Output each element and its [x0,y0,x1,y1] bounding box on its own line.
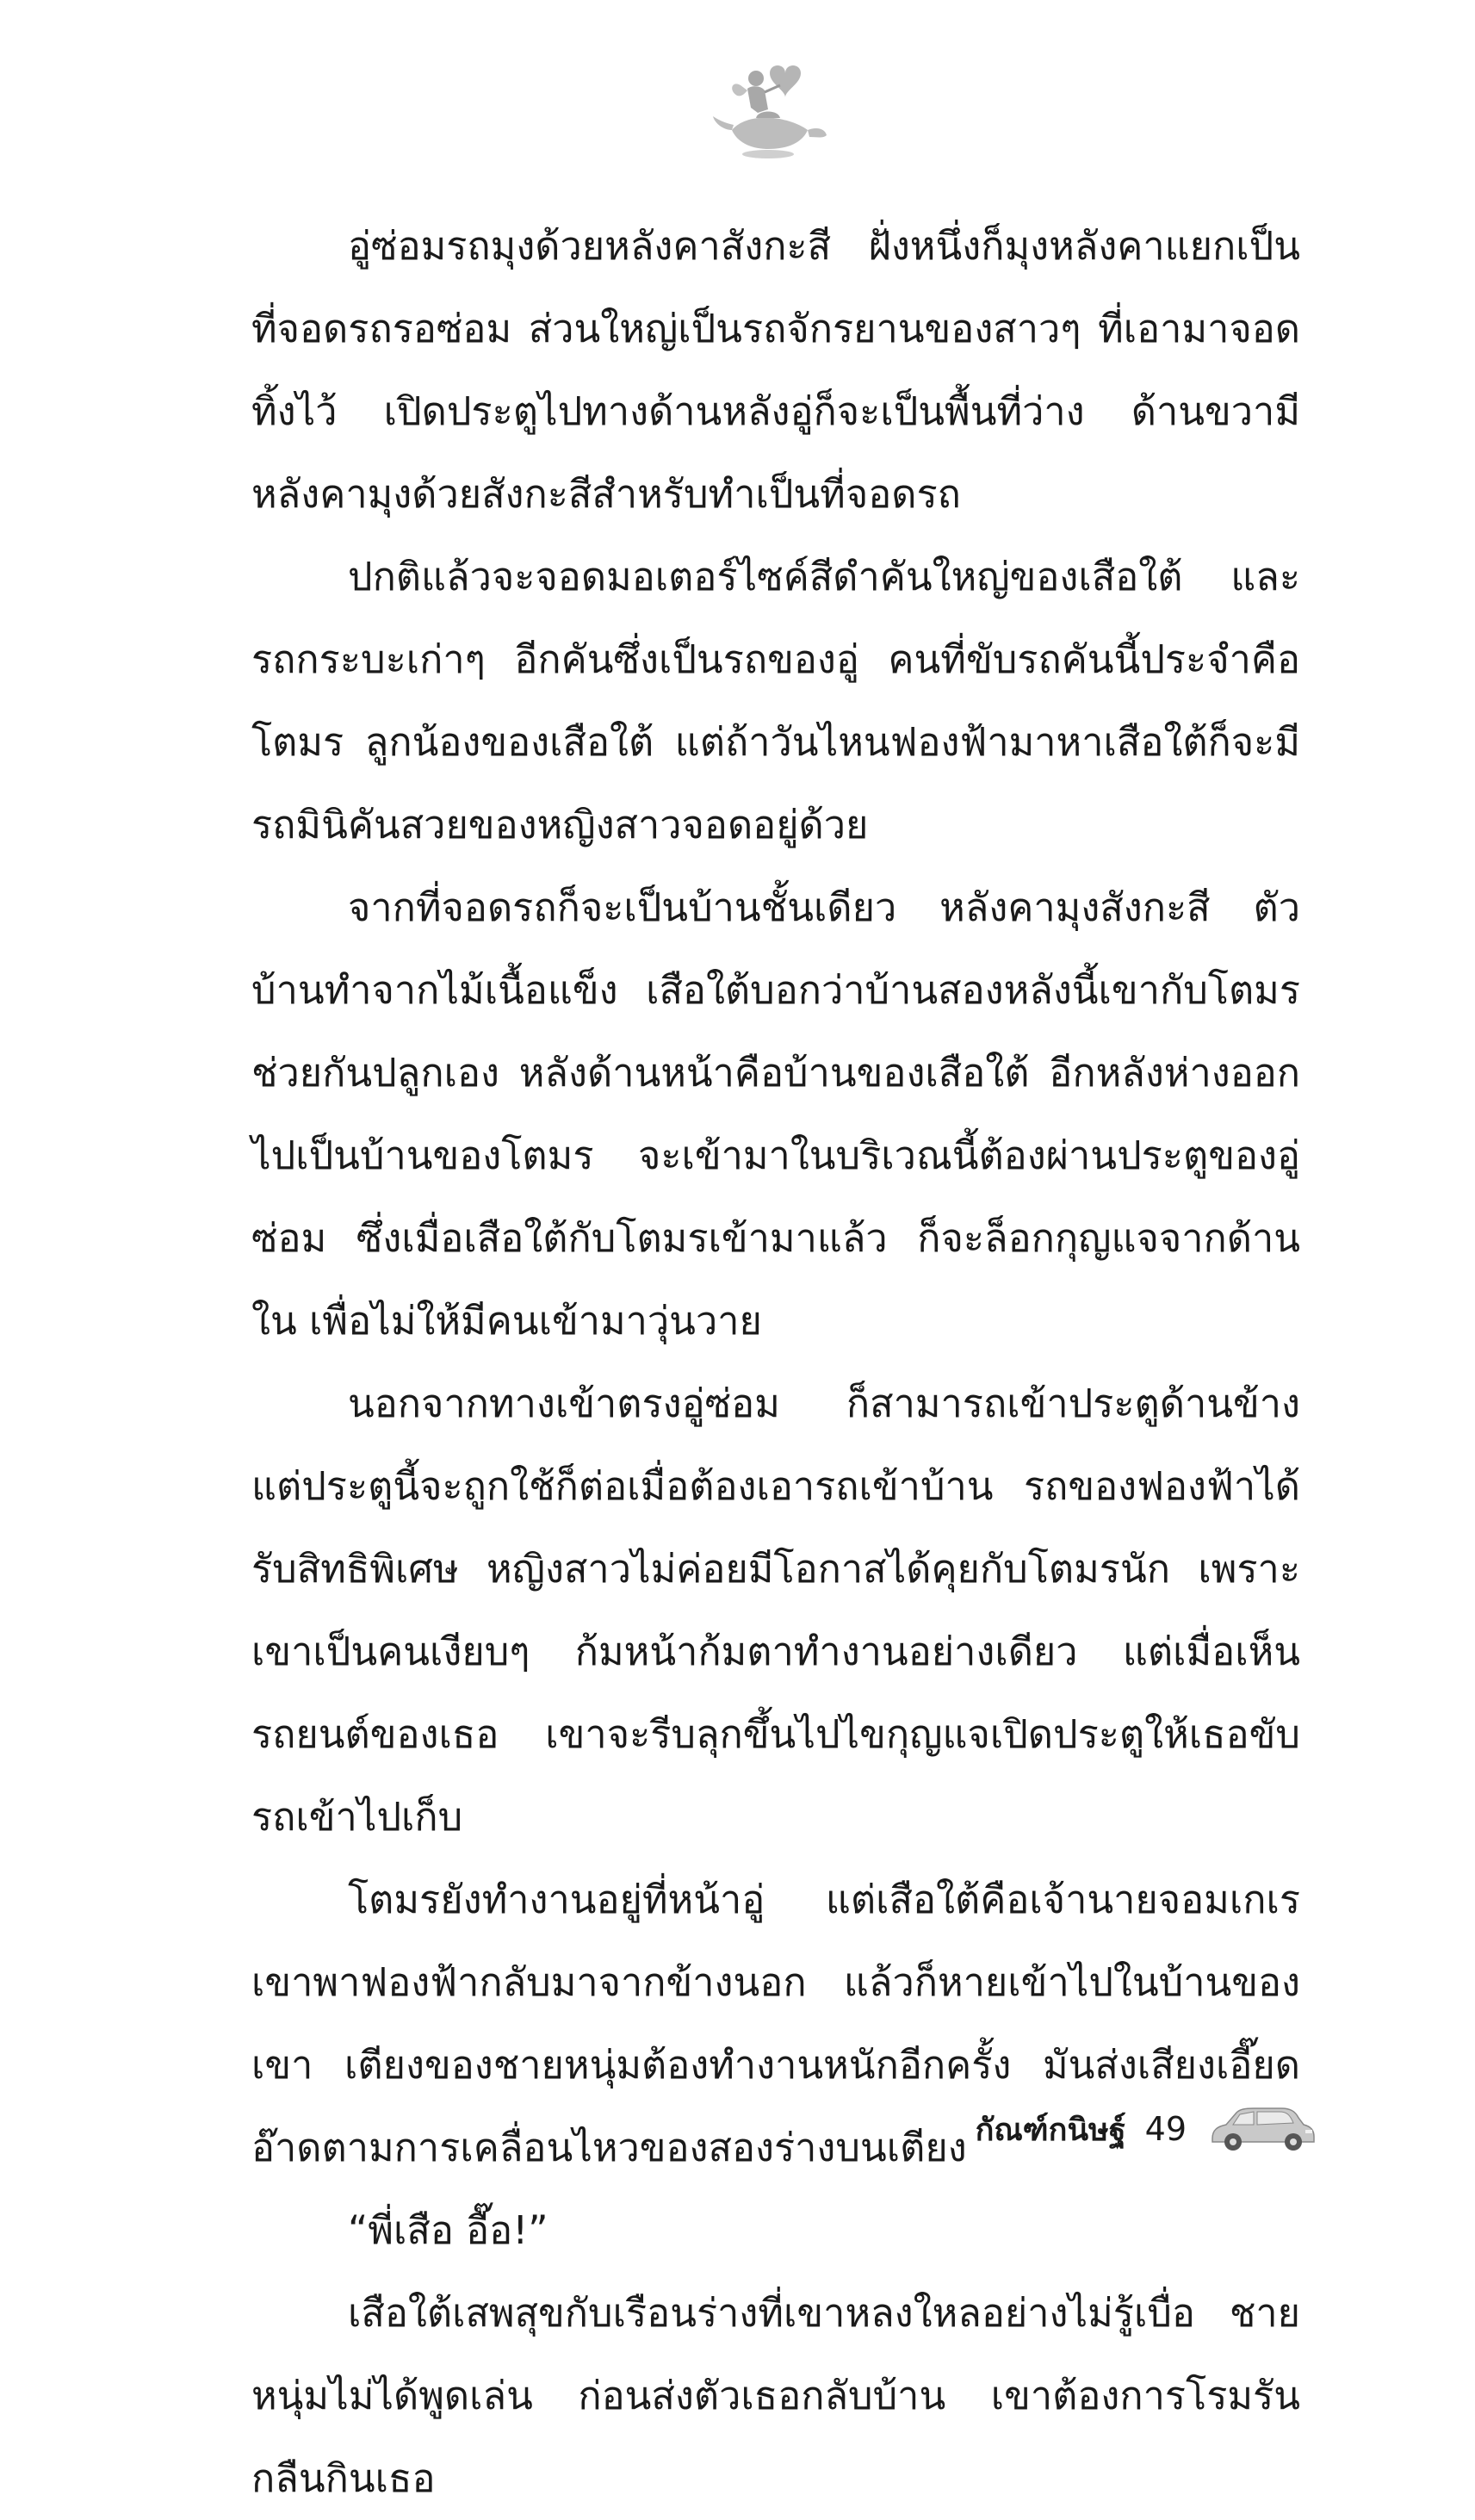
book-title: กัณฑ์กนิษฐ์ [975,2112,1126,2148]
body-text [251,205,1300,2520]
paragraph: จากที่จอดรถก็จะเป็นบ้านชั้นเดียว หลังคามุงสังกะสี ตัวบ้านทำจากไม้เนื้อแข็ง เสือใต้บอกว่าบ้านสองหลังนี้เขากับโตมรช่วยกันปลูกเอง หลังด้านหน้าคือบ้านของเสือใต้ อีกหลังห่างออกไปเป็นบ้านของโตมร จะเข้ามาในบริเวณนี้ต้องผ่านประตูของอู่ซ่อม ซึ่งเมื่อเสือใต้กับโตมรเข้ามาแล้ว ก็จะล็อกกุญแจจากด้านใน เพื่อไม่ให้มีคนเข้ามาวุ่นวาย [251,884,1300,1344]
paragraph: นอกจากทางเข้าตรงอู่ซ่อม ก็สามารถเข้าประตูด้านข้าง แต่ประตูนี้จะถูกใช้ก็ต่อเมื่อต้องเอารถเข้าบ้าน รถของฟองฟ้าได้รับสิทธิพิเศษ หญิงสาวไม่ค่อยมีโอกาสได้คุยกับโตมรนัก เพราะเขาเป็นคนเงียบๆ ก้มหน้าก้มตาทำงานอย่างเดียว แต่เมื่อเห็นรถยนต์ของเธอ เขาจะรีบลุกขึ้นไปไขกุญแจเปิดประตูให้เธอขับรถเข้าไปเก็บ [251,1381,1300,1840]
mini-car-icon [1205,2104,1317,2154]
paragraph-dialogue: “พี่เสือ อื๊อ!” [348,2207,548,2253]
paragraph: โตมรยังทำงานอยู่ที่หน้าอู่ แต่เสือใต้คือเจ้านายจอมเกเร เขาพาฟองฟ้ากลับมาจากข้างนอก แล้วก็หายเข้าไปในบ้านของเขา เตียงของชายหนุ่มต้องทำงานหนักอีกครั้ง มันส่งเสียงเอี๊ยดอ๊าดตามการเคลื่อนไหวของสองร่างบนเตียง [251,1877,1300,2170]
page-number: 49 [1144,2110,1187,2148]
cupid-teapot-ornament-icon [706,47,835,177]
paragraph: ปกติแล้วจะจอดมอเตอร์ไซค์สีดำคันใหญ่ของเสือใต้ และรถกระบะเก่าๆ อีกคันซึ่งเป็นรถของอู่ คนที่ขับรถคันนี้ประจำคือ โตมร ลูกน้องของเสือใต้ แต่ถ้าวันไหนฟองฟ้ามาหาเสือใต้ก็จะมีรถมินิคันสวยของหญิงสาวจอดอยู่ด้วย [251,554,1300,847]
paragraph: เสือใต้เสพสุขกับเรือนร่างที่เขาหลงใหลอย่างไม่รู้เบื่อ ชายหนุ่มไม่ได้พูดเล่น ก่อนส่งตัวเธอกลับบ้าน เขาต้องการโรมรันกลืนกินเธอ [251,2290,1300,2501]
page-footer [913,2103,1317,2155]
paragraph: อู่ซ่อมรถมุงด้วยหลังคาสังกะสี ฝั่งหนึ่งก็มุงหลังคาแยกเป็นที่จอดรถรอซ่อม ส่วนใหญ่เป็นรถจักรยานของสาวๆ ที่เอามาจอดทิ้งไว้ เปิดประตูไปทางด้านหลังอู่ก็จะเป็นพื้นที่ว่าง ด้านขวามีหลังคามุงด้วยสังกะสีสำหรับทำเป็นที่จอดรถ [251,223,1300,517]
